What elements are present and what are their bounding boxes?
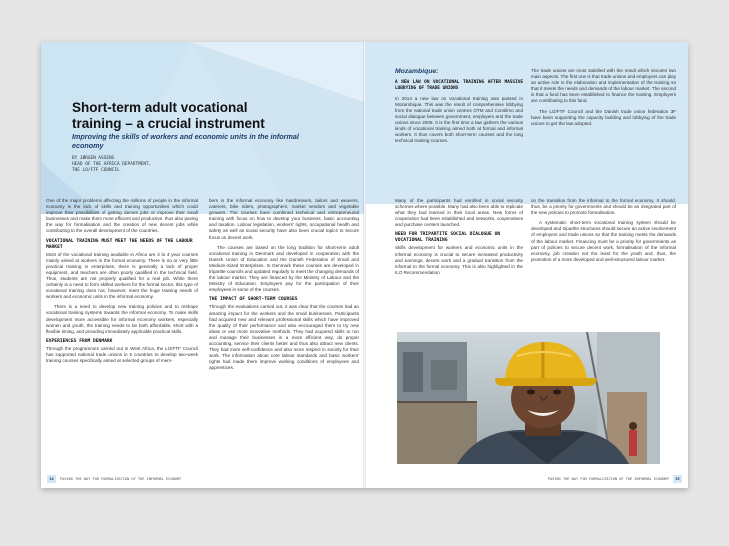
article-subtitle: Improving the skills of workers and economic units in the informal economy	[72, 132, 299, 150]
sidebar-subtitle: A NEW LAW ON VOCATIONAL TRAINING AFTER MASSIVE LOBBYING OF TRADE UNIONS	[395, 80, 523, 91]
article-title-line2: training – a crucial instrument	[72, 116, 265, 131]
section-heading: VOCATIONAL TRAINING MUST MEET THE NEEDS OF THE LABOUR MARKET	[46, 238, 193, 250]
paragraph: on the transition from the informal to the formal economy. It should, thus, be a priority for governments and should be an integrated part of the new policies to promote formalisation.	[531, 198, 676, 216]
byline-line: BY JØRGEN ASSENS	[72, 156, 115, 161]
sidebar-column-1	[395, 68, 523, 148]
paragraph: bers in the informal economy like hairdressers, tailors and weavers, caterers, bike riders, photographers, market vendors and vegetable growers. The courses have combined technical and entrepreneurial training with focus on how to develop your business, basic accounting and taxation. Labour legislation, workers' rights, occupational health and safety as well as social security have also been crucial topics to secure focus on decent work.	[209, 198, 359, 240]
paragraph: A systematic short-term vocational training system should be developed and tripartite structures should secure an active involvement of employers and trade unions so that the training meets the demands of the labour market. Financing must be a priority for governments as part of policies to secure decent work, formalisation of the informal economy, job creation not the least for the youth and, thus, the promotion of a more developed and well-structured labour market.	[531, 220, 676, 262]
paragraph: Skills development for workers and economic units in the informal economy is crucial to secure increased productivity and earnings, decent work and a gradual transition from the informal to the formal economy. This is also highlighted in the ILO Recommendation	[395, 245, 523, 275]
worker-photo	[397, 332, 660, 464]
left-page	[41, 42, 364, 488]
paragraph: Most of the vocational training available in Africa are 3 to 4 year courses mainly aimed at workers in the formal economy. There is no or very little practical training in enterprises, there is generally a lack of proper equipment, and teachers are often poorly qualified in the technical field. Thus, students are not properly qualified for a real job. While there certainly is a need to form skilled workers for the formal sector, this type of vocational training does not, however, meet the huge training needs of workers and economic units in the informal economy.	[46, 251, 198, 300]
sidebar-title: Mozambique:	[395, 68, 439, 75]
paragraph: Through the programmes carried out in West Africa, the LO/FTF Council has supported national trade unions in 5 countries to develop two-week training courses specifically aimed at selected groups of mem-	[46, 345, 198, 363]
paragraph: The LO/FTF Council and the Danish trade union federation 3F have been supporting the capacity building and lobbying of the trade unions to get the law adopted.	[531, 108, 676, 126]
paragraph: Through the evaluations carried out, it was clear that the courses had an amazing impact for the workers and the small businesses. Participants had acquired new and relevant professional skills which have improved the quality of their performance and also encouraged them to try new ideas or use more innovative methods. They had acquired skills to run and manage their businesses in a more efficient way, do proper accounting, service their clients better and thus also attract new clients. They had more self-confidence and also more respect in society for their work. The information about core labour standards and basic workers' rights had made them improve working conditions of employees and apprentices.	[209, 304, 359, 371]
article-title	[72, 100, 332, 132]
running-footer: PAVING THE WAY FOR FORMALIZATION OF THE INFORMAL ECONOMY	[60, 477, 182, 481]
byline-line: HEAD OF THE AFRICA DEPARTMENT,	[72, 162, 152, 167]
paragraph: Many of the participants had enrolled in social security schemes where possible. Many had also been able to replicate what they had learned in their local areas. New forms of cooperation had been established and networks, cooperatives and purchase centers launched.	[395, 198, 523, 228]
left-footer	[47, 475, 357, 483]
paragraph: One of the major problems affecting the millions of people in the informal economy is the lack of skills and training opportunities which could improve their possibilities of getting decent jobs or improve their small businesses and make them more efficient and productive, thus also paving the way for formalisation and the creation of new decent jobs while contributing to the overall development of the countries.	[46, 198, 198, 234]
section-heading: THE IMPACT OF SHORT-TERM COURSES	[209, 297, 298, 303]
section-heading: NEED FOR TRIPARTITE SOCIAL DIALOGUE ON VOCATIONAL TRAINING	[395, 232, 501, 244]
right-page	[365, 42, 688, 488]
page-number: 34	[47, 475, 56, 483]
running-footer: PAVING THE WAY FOR FORMALIZATION OF THE INFORMAL ECONOMY	[547, 477, 669, 481]
paragraph: The courses are based on the long tradition for short-term adult vocational training in Denmark and developed in cooperation with the Danish Union of Education and the Danish Federation of Small and Medium-Sized Enterprises. In Denmark these courses are developed in tripartite councils and updated regularly to meet the changing demands of the labour market. They are financed by the Ministry of Labour and the Ministry of Education. Employers pay for the participation of their employees in some of the courses.	[209, 244, 359, 293]
magazine-spread	[41, 42, 688, 488]
photo-illustration	[397, 332, 660, 464]
sidebar-column-2	[531, 68, 676, 131]
right-column-1	[395, 198, 523, 280]
left-column-1	[46, 198, 198, 368]
paragraph: There is a need to develop new training policies and to reshape vocational training systems towards the informal economy. To make skills development more accessible for informal economy workers, especially women and youth, the training needs to be both affordable, short with a flexible timing, and providing immediately applicable practical skills.	[46, 304, 198, 334]
article-title-line1: Short-term adult vocational	[72, 100, 248, 115]
right-column-2	[531, 198, 676, 267]
byline-line: THE LO/FTF COUNCIL	[72, 168, 120, 173]
page-number: 35	[673, 475, 682, 483]
left-column-2	[209, 198, 359, 375]
right-footer	[371, 475, 682, 483]
section-heading: EXPERIENCES FROM DENMARK	[46, 338, 113, 344]
paragraph: The trade unions are most satisfied with the result which secures two main aspects. The first one is that trade unions and employers can play an active role in the elaboration and implementation of the training so that it meets the needs and demands of the labour market. The second is that a fund has been established to finance the training. Employers are contributing to this fund.	[531, 68, 676, 104]
byline	[72, 156, 292, 174]
paragraph: In 2014 a new law on vocational training was passed in Mozambique. This was the result of comprehensive lobbying from the national trade union centres OTM and Consilmo and social dialogue between government, employers and the trade unions since 2006. It is the first time a law gathers the various kinds of vocational training aimed both at formal and informal workers. It thus covers both short-term courses and the long technical training courses.	[395, 95, 523, 144]
